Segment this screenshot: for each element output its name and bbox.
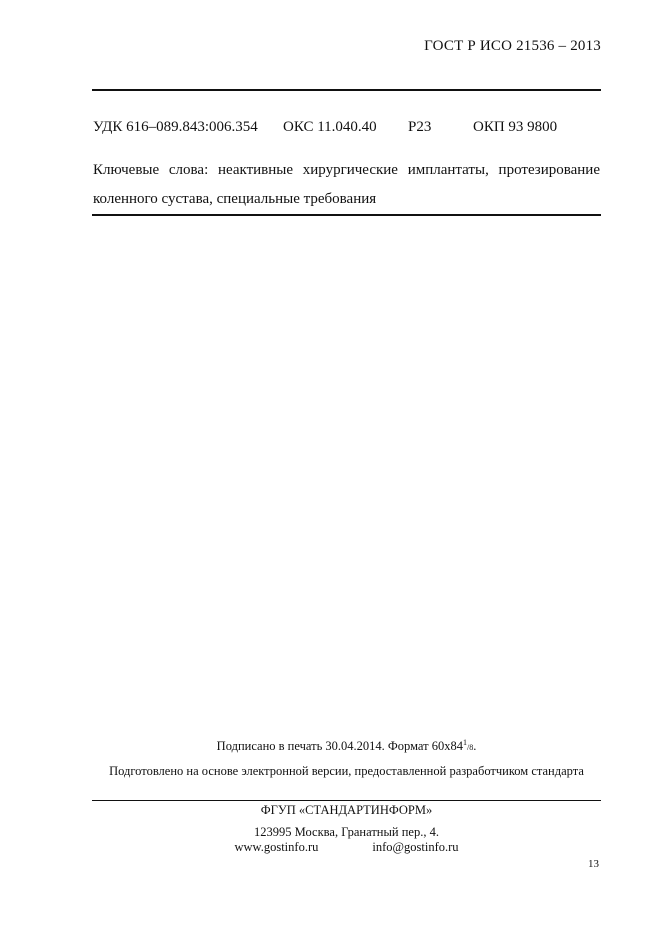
prepared-note: Подготовлено на основе электронной версии, предоставленной разработчиком стандарта: [109, 764, 584, 778]
format-subscript: /8: [466, 743, 474, 753]
website-link[interactable]: www.gostinfo.ru: [234, 840, 319, 854]
keywords-paragraph: Ключевые слова: неактивные хирургические имплантаты, протезирование коленного сустава, специальные требования: [93, 162, 600, 207]
top-divider: [92, 89, 601, 91]
okp-code: ОКП 93 9800: [473, 119, 558, 135]
standard-code: ГОСТ Р ИСО 21536 – 2013: [424, 38, 601, 54]
bottom-divider: [92, 800, 601, 801]
contacts-row: [92, 840, 601, 855]
oks-code: ОКС 11.040.40: [283, 119, 377, 135]
format-superscript: 1: [462, 738, 467, 747]
publisher-address: 123995 Москва, Гранатный пер., 4.: [254, 825, 439, 839]
signed-for-print: [92, 738, 601, 754]
email-link[interactable]: info@gostinfo.ru: [372, 840, 459, 854]
middle-divider: [92, 214, 601, 216]
publisher-name: ФГУП «СТАНДАРТИНФОРМ»: [260, 803, 433, 817]
r-code: Р23: [408, 119, 432, 135]
udk-code: УДК 616–089.843:006.354: [93, 119, 258, 135]
signed-text: Подписано в печать 30.04.2014. Формат 60x84: [216, 739, 463, 754]
format-end: .: [473, 739, 477, 754]
page-number: 13: [588, 858, 599, 870]
